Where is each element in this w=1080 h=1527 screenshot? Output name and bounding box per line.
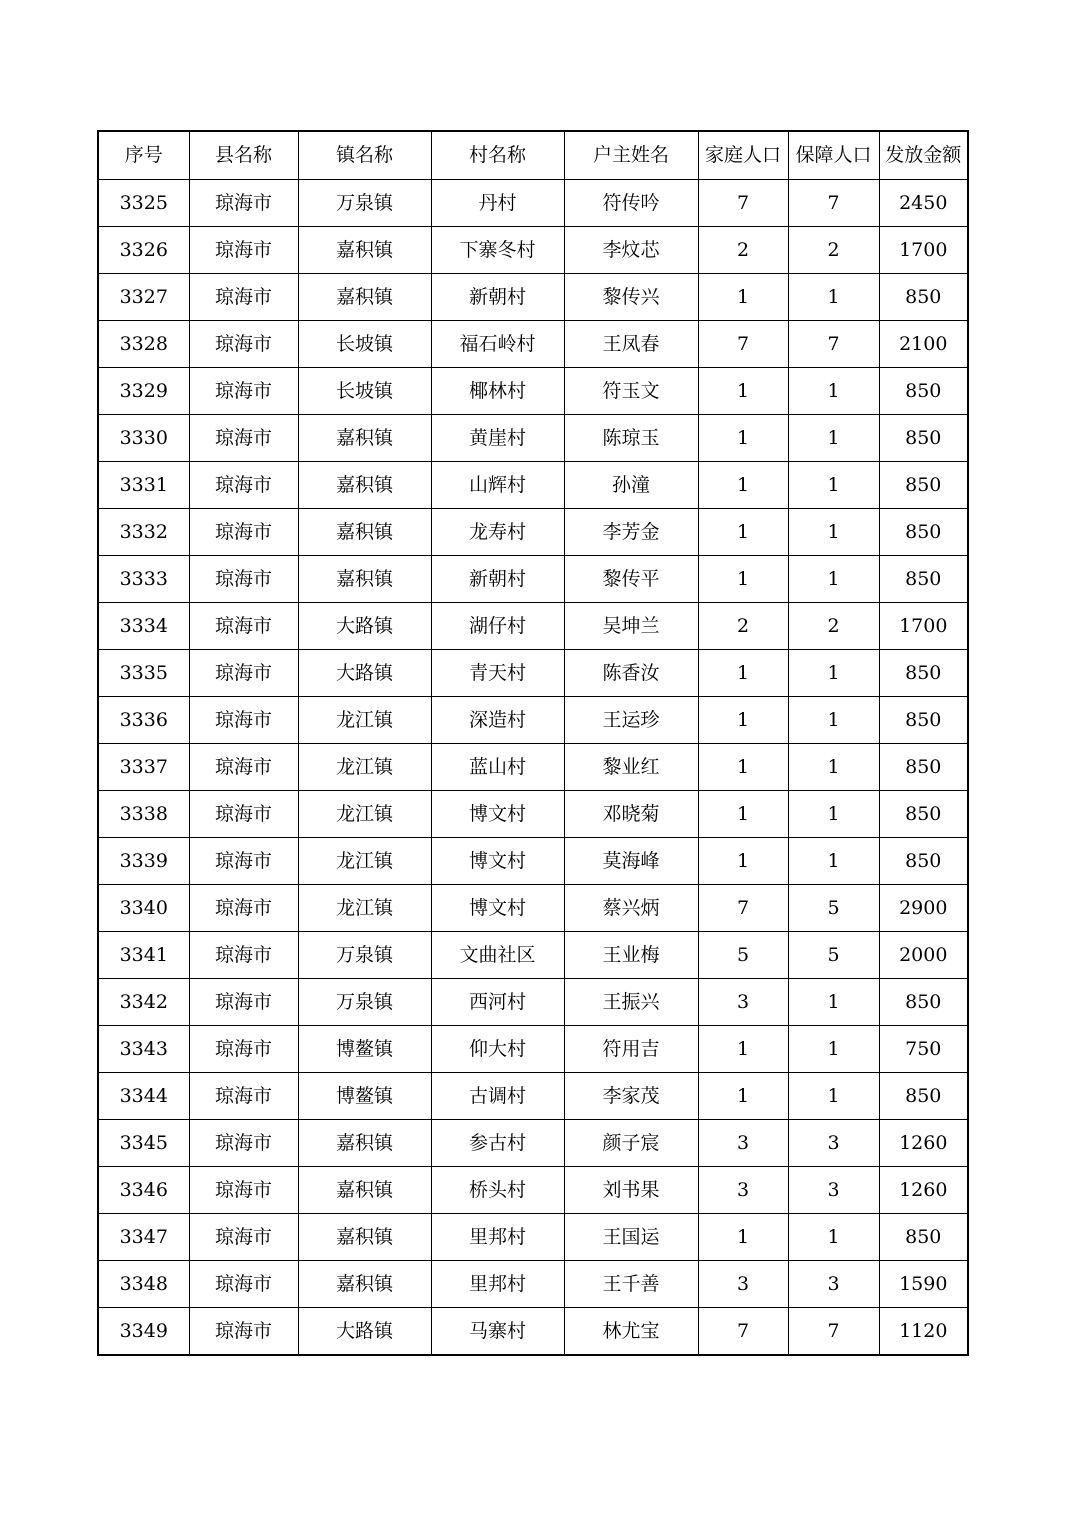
cell-payment-amount: 2100 bbox=[879, 321, 968, 368]
cell-town-name: 嘉积镇 bbox=[298, 1214, 431, 1261]
cell-town-name: 长坡镇 bbox=[298, 368, 431, 415]
cell-covered-persons: 1 bbox=[788, 697, 879, 744]
cell-town-name: 大路镇 bbox=[298, 650, 431, 697]
cell-payment-amount: 850 bbox=[879, 650, 968, 697]
table-row bbox=[98, 509, 968, 556]
cell-serial-number: 3333 bbox=[98, 556, 189, 603]
cell-county-name: 琼海市 bbox=[189, 462, 298, 509]
cell-householder-name: 蔡兴炳 bbox=[564, 885, 698, 932]
cell-covered-persons: 1 bbox=[788, 791, 879, 838]
table-row bbox=[98, 1261, 968, 1308]
cell-village-name: 深造村 bbox=[431, 697, 564, 744]
cell-village-name: 里邦村 bbox=[431, 1214, 564, 1261]
cell-payment-amount: 850 bbox=[879, 509, 968, 556]
cell-county-name: 琼海市 bbox=[189, 932, 298, 979]
cell-town-name: 嘉积镇 bbox=[298, 274, 431, 321]
cell-town-name: 嘉积镇 bbox=[298, 227, 431, 274]
cell-family-size: 1 bbox=[698, 650, 788, 697]
cell-householder-name: 王业梅 bbox=[564, 932, 698, 979]
cell-payment-amount: 850 bbox=[879, 1073, 968, 1120]
cell-covered-persons: 1 bbox=[788, 556, 879, 603]
header-row bbox=[98, 131, 968, 180]
cell-village-name: 蓝山村 bbox=[431, 744, 564, 791]
cell-payment-amount: 1260 bbox=[879, 1167, 968, 1214]
cell-family-size: 2 bbox=[698, 227, 788, 274]
header-village-name: 村名称 bbox=[431, 131, 564, 180]
cell-town-name: 嘉积镇 bbox=[298, 556, 431, 603]
cell-county-name: 琼海市 bbox=[189, 1026, 298, 1073]
cell-covered-persons: 3 bbox=[788, 1261, 879, 1308]
cell-householder-name: 符传吟 bbox=[564, 180, 698, 227]
cell-village-name: 里邦村 bbox=[431, 1261, 564, 1308]
cell-payment-amount: 1120 bbox=[879, 1308, 968, 1356]
cell-householder-name: 刘书果 bbox=[564, 1167, 698, 1214]
cell-covered-persons: 7 bbox=[788, 321, 879, 368]
cell-serial-number: 3339 bbox=[98, 838, 189, 885]
cell-serial-number: 3335 bbox=[98, 650, 189, 697]
cell-householder-name: 王凤春 bbox=[564, 321, 698, 368]
cell-village-name: 桥头村 bbox=[431, 1167, 564, 1214]
cell-family-size: 1 bbox=[698, 744, 788, 791]
cell-county-name: 琼海市 bbox=[189, 1308, 298, 1356]
cell-county-name: 琼海市 bbox=[189, 274, 298, 321]
cell-householder-name: 孙潼 bbox=[564, 462, 698, 509]
cell-village-name: 博文村 bbox=[431, 791, 564, 838]
cell-covered-persons: 2 bbox=[788, 227, 879, 274]
cell-town-name: 博鳌镇 bbox=[298, 1026, 431, 1073]
cell-family-size: 7 bbox=[698, 885, 788, 932]
cell-serial-number: 3349 bbox=[98, 1308, 189, 1356]
cell-householder-name: 李炆芯 bbox=[564, 227, 698, 274]
cell-covered-persons: 1 bbox=[788, 1214, 879, 1261]
cell-householder-name: 陈香汝 bbox=[564, 650, 698, 697]
cell-family-size: 1 bbox=[698, 1214, 788, 1261]
cell-village-name: 马寨村 bbox=[431, 1308, 564, 1356]
cell-family-size: 3 bbox=[698, 979, 788, 1026]
table-header bbox=[98, 131, 968, 180]
cell-householder-name: 莫海峰 bbox=[564, 838, 698, 885]
cell-town-name: 嘉积镇 bbox=[298, 1120, 431, 1167]
table-row bbox=[98, 603, 968, 650]
cell-town-name: 龙江镇 bbox=[298, 885, 431, 932]
header-householder-name: 户主姓名 bbox=[564, 131, 698, 180]
cell-serial-number: 3337 bbox=[98, 744, 189, 791]
cell-county-name: 琼海市 bbox=[189, 1167, 298, 1214]
cell-payment-amount: 2900 bbox=[879, 885, 968, 932]
cell-payment-amount: 850 bbox=[879, 697, 968, 744]
table-row bbox=[98, 321, 968, 368]
cell-county-name: 琼海市 bbox=[189, 744, 298, 791]
cell-covered-persons: 7 bbox=[788, 1308, 879, 1356]
cell-serial-number: 3347 bbox=[98, 1214, 189, 1261]
cell-town-name: 嘉积镇 bbox=[298, 462, 431, 509]
cell-town-name: 嘉积镇 bbox=[298, 1261, 431, 1308]
cell-village-name: 椰林村 bbox=[431, 368, 564, 415]
cell-village-name: 龙寿村 bbox=[431, 509, 564, 556]
table-row bbox=[98, 697, 968, 744]
cell-serial-number: 3346 bbox=[98, 1167, 189, 1214]
cell-payment-amount: 850 bbox=[879, 838, 968, 885]
cell-family-size: 7 bbox=[698, 1308, 788, 1356]
cell-town-name: 博鳌镇 bbox=[298, 1073, 431, 1120]
cell-village-name: 文曲社区 bbox=[431, 932, 564, 979]
cell-covered-persons: 1 bbox=[788, 650, 879, 697]
cell-payment-amount: 1590 bbox=[879, 1261, 968, 1308]
cell-family-size: 1 bbox=[698, 838, 788, 885]
cell-county-name: 琼海市 bbox=[189, 838, 298, 885]
cell-payment-amount: 1260 bbox=[879, 1120, 968, 1167]
cell-payment-amount: 850 bbox=[879, 744, 968, 791]
cell-covered-persons: 1 bbox=[788, 274, 879, 321]
table-row bbox=[98, 1026, 968, 1073]
roster-sheet bbox=[97, 130, 967, 1356]
cell-covered-persons: 5 bbox=[788, 885, 879, 932]
table-row bbox=[98, 1073, 968, 1120]
cell-village-name: 博文村 bbox=[431, 885, 564, 932]
cell-village-name: 丹村 bbox=[431, 180, 564, 227]
cell-covered-persons: 1 bbox=[788, 462, 879, 509]
cell-covered-persons: 5 bbox=[788, 932, 879, 979]
cell-county-name: 琼海市 bbox=[189, 603, 298, 650]
cell-town-name: 嘉积镇 bbox=[298, 415, 431, 462]
cell-covered-persons: 3 bbox=[788, 1167, 879, 1214]
table-row bbox=[98, 556, 968, 603]
cell-payment-amount: 850 bbox=[879, 1214, 968, 1261]
table-row bbox=[98, 1167, 968, 1214]
cell-town-name: 大路镇 bbox=[298, 1308, 431, 1356]
header-payment-amount: 发放金额 bbox=[879, 131, 968, 180]
table-row bbox=[98, 274, 968, 321]
cell-householder-name: 邓晓菊 bbox=[564, 791, 698, 838]
cell-householder-name: 黎传平 bbox=[564, 556, 698, 603]
cell-village-name: 青天村 bbox=[431, 650, 564, 697]
cell-payment-amount: 850 bbox=[879, 979, 968, 1026]
cell-county-name: 琼海市 bbox=[189, 1073, 298, 1120]
header-covered-persons: 保障人口 bbox=[788, 131, 879, 180]
cell-town-name: 龙江镇 bbox=[298, 697, 431, 744]
cell-county-name: 琼海市 bbox=[189, 979, 298, 1026]
cell-payment-amount: 1700 bbox=[879, 603, 968, 650]
cell-serial-number: 3325 bbox=[98, 180, 189, 227]
cell-serial-number: 3328 bbox=[98, 321, 189, 368]
cell-serial-number: 3345 bbox=[98, 1120, 189, 1167]
cell-covered-persons: 1 bbox=[788, 1026, 879, 1073]
cell-village-name: 新朝村 bbox=[431, 556, 564, 603]
cell-county-name: 琼海市 bbox=[189, 697, 298, 744]
cell-payment-amount: 2450 bbox=[879, 180, 968, 227]
cell-payment-amount: 2000 bbox=[879, 932, 968, 979]
cell-village-name: 山辉村 bbox=[431, 462, 564, 509]
table-row bbox=[98, 838, 968, 885]
table-row bbox=[98, 180, 968, 227]
cell-county-name: 琼海市 bbox=[189, 885, 298, 932]
cell-village-name: 仰大村 bbox=[431, 1026, 564, 1073]
cell-payment-amount: 850 bbox=[879, 556, 968, 603]
cell-serial-number: 3329 bbox=[98, 368, 189, 415]
cell-family-size: 3 bbox=[698, 1120, 788, 1167]
cell-serial-number: 3344 bbox=[98, 1073, 189, 1120]
cell-village-name: 参古村 bbox=[431, 1120, 564, 1167]
cell-covered-persons: 1 bbox=[788, 744, 879, 791]
cell-family-size: 7 bbox=[698, 180, 788, 227]
header-serial-number: 序号 bbox=[98, 131, 189, 180]
cell-family-size: 1 bbox=[698, 1026, 788, 1073]
table-body bbox=[98, 180, 968, 1356]
subsidy-roster-table bbox=[97, 130, 969, 1356]
cell-householder-name: 王千善 bbox=[564, 1261, 698, 1308]
cell-covered-persons: 2 bbox=[788, 603, 879, 650]
cell-covered-persons: 1 bbox=[788, 415, 879, 462]
cell-payment-amount: 1700 bbox=[879, 227, 968, 274]
table-row bbox=[98, 650, 968, 697]
cell-serial-number: 3340 bbox=[98, 885, 189, 932]
cell-householder-name: 林尤宝 bbox=[564, 1308, 698, 1356]
cell-covered-persons: 3 bbox=[788, 1120, 879, 1167]
cell-householder-name: 黎业红 bbox=[564, 744, 698, 791]
cell-family-size: 3 bbox=[698, 1167, 788, 1214]
cell-town-name: 嘉积镇 bbox=[298, 509, 431, 556]
cell-householder-name: 颜子宸 bbox=[564, 1120, 698, 1167]
cell-county-name: 琼海市 bbox=[189, 1261, 298, 1308]
cell-county-name: 琼海市 bbox=[189, 227, 298, 274]
cell-family-size: 1 bbox=[698, 791, 788, 838]
cell-town-name: 万泉镇 bbox=[298, 979, 431, 1026]
cell-village-name: 下寨冬村 bbox=[431, 227, 564, 274]
cell-town-name: 龙江镇 bbox=[298, 838, 431, 885]
cell-county-name: 琼海市 bbox=[189, 650, 298, 697]
cell-serial-number: 3343 bbox=[98, 1026, 189, 1073]
cell-householder-name: 王国运 bbox=[564, 1214, 698, 1261]
cell-family-size: 1 bbox=[698, 462, 788, 509]
cell-family-size: 5 bbox=[698, 932, 788, 979]
cell-payment-amount: 850 bbox=[879, 791, 968, 838]
table-row bbox=[98, 1308, 968, 1356]
cell-payment-amount: 850 bbox=[879, 462, 968, 509]
cell-family-size: 1 bbox=[698, 697, 788, 744]
cell-serial-number: 3326 bbox=[98, 227, 189, 274]
cell-town-name: 长坡镇 bbox=[298, 321, 431, 368]
cell-serial-number: 3348 bbox=[98, 1261, 189, 1308]
cell-town-name: 龙江镇 bbox=[298, 791, 431, 838]
cell-householder-name: 陈琼玉 bbox=[564, 415, 698, 462]
cell-county-name: 琼海市 bbox=[189, 1214, 298, 1261]
cell-householder-name: 符玉文 bbox=[564, 368, 698, 415]
cell-village-name: 湖仔村 bbox=[431, 603, 564, 650]
cell-village-name: 西河村 bbox=[431, 979, 564, 1026]
cell-householder-name: 符用吉 bbox=[564, 1026, 698, 1073]
cell-payment-amount: 850 bbox=[879, 368, 968, 415]
table-row bbox=[98, 227, 968, 274]
cell-village-name: 黄崖村 bbox=[431, 415, 564, 462]
cell-town-name: 龙江镇 bbox=[298, 744, 431, 791]
cell-county-name: 琼海市 bbox=[189, 791, 298, 838]
cell-county-name: 琼海市 bbox=[189, 321, 298, 368]
table-row bbox=[98, 462, 968, 509]
cell-village-name: 新朝村 bbox=[431, 274, 564, 321]
cell-town-name: 大路镇 bbox=[298, 603, 431, 650]
cell-householder-name: 黎传兴 bbox=[564, 274, 698, 321]
cell-serial-number: 3331 bbox=[98, 462, 189, 509]
cell-householder-name: 吴坤兰 bbox=[564, 603, 698, 650]
cell-householder-name: 李家茂 bbox=[564, 1073, 698, 1120]
cell-family-size: 7 bbox=[698, 321, 788, 368]
table-row bbox=[98, 744, 968, 791]
cell-family-size: 1 bbox=[698, 509, 788, 556]
cell-town-name: 万泉镇 bbox=[298, 180, 431, 227]
cell-covered-persons: 1 bbox=[788, 509, 879, 556]
cell-county-name: 琼海市 bbox=[189, 509, 298, 556]
cell-serial-number: 3338 bbox=[98, 791, 189, 838]
header-county-name: 县名称 bbox=[189, 131, 298, 180]
cell-family-size: 1 bbox=[698, 368, 788, 415]
cell-village-name: 古调村 bbox=[431, 1073, 564, 1120]
cell-village-name: 博文村 bbox=[431, 838, 564, 885]
table-row bbox=[98, 979, 968, 1026]
table-row bbox=[98, 791, 968, 838]
cell-serial-number: 3336 bbox=[98, 697, 189, 744]
cell-serial-number: 3327 bbox=[98, 274, 189, 321]
cell-county-name: 琼海市 bbox=[189, 1120, 298, 1167]
header-town-name: 镇名称 bbox=[298, 131, 431, 180]
cell-serial-number: 3334 bbox=[98, 603, 189, 650]
cell-family-size: 2 bbox=[698, 603, 788, 650]
table-row bbox=[98, 1120, 968, 1167]
cell-family-size: 1 bbox=[698, 415, 788, 462]
table-row bbox=[98, 415, 968, 462]
table-row bbox=[98, 932, 968, 979]
cell-covered-persons: 7 bbox=[788, 180, 879, 227]
cell-county-name: 琼海市 bbox=[189, 180, 298, 227]
cell-householder-name: 李芳金 bbox=[564, 509, 698, 556]
cell-payment-amount: 850 bbox=[879, 274, 968, 321]
cell-county-name: 琼海市 bbox=[189, 556, 298, 603]
cell-town-name: 万泉镇 bbox=[298, 932, 431, 979]
table-row bbox=[98, 368, 968, 415]
cell-serial-number: 3341 bbox=[98, 932, 189, 979]
cell-payment-amount: 750 bbox=[879, 1026, 968, 1073]
cell-covered-persons: 1 bbox=[788, 979, 879, 1026]
cell-covered-persons: 1 bbox=[788, 368, 879, 415]
cell-serial-number: 3330 bbox=[98, 415, 189, 462]
cell-family-size: 1 bbox=[698, 556, 788, 603]
cell-householder-name: 王运珍 bbox=[564, 697, 698, 744]
cell-householder-name: 王振兴 bbox=[564, 979, 698, 1026]
table-row bbox=[98, 885, 968, 932]
cell-county-name: 琼海市 bbox=[189, 368, 298, 415]
cell-payment-amount: 850 bbox=[879, 415, 968, 462]
cell-covered-persons: 1 bbox=[788, 838, 879, 885]
cell-family-size: 1 bbox=[698, 274, 788, 321]
cell-town-name: 嘉积镇 bbox=[298, 1167, 431, 1214]
cell-county-name: 琼海市 bbox=[189, 415, 298, 462]
cell-serial-number: 3332 bbox=[98, 509, 189, 556]
cell-village-name: 福石岭村 bbox=[431, 321, 564, 368]
cell-family-size: 3 bbox=[698, 1261, 788, 1308]
cell-covered-persons: 1 bbox=[788, 1073, 879, 1120]
cell-family-size: 1 bbox=[698, 1073, 788, 1120]
cell-serial-number: 3342 bbox=[98, 979, 189, 1026]
table-row bbox=[98, 1214, 968, 1261]
header-family-size: 家庭人口 bbox=[698, 131, 788, 180]
